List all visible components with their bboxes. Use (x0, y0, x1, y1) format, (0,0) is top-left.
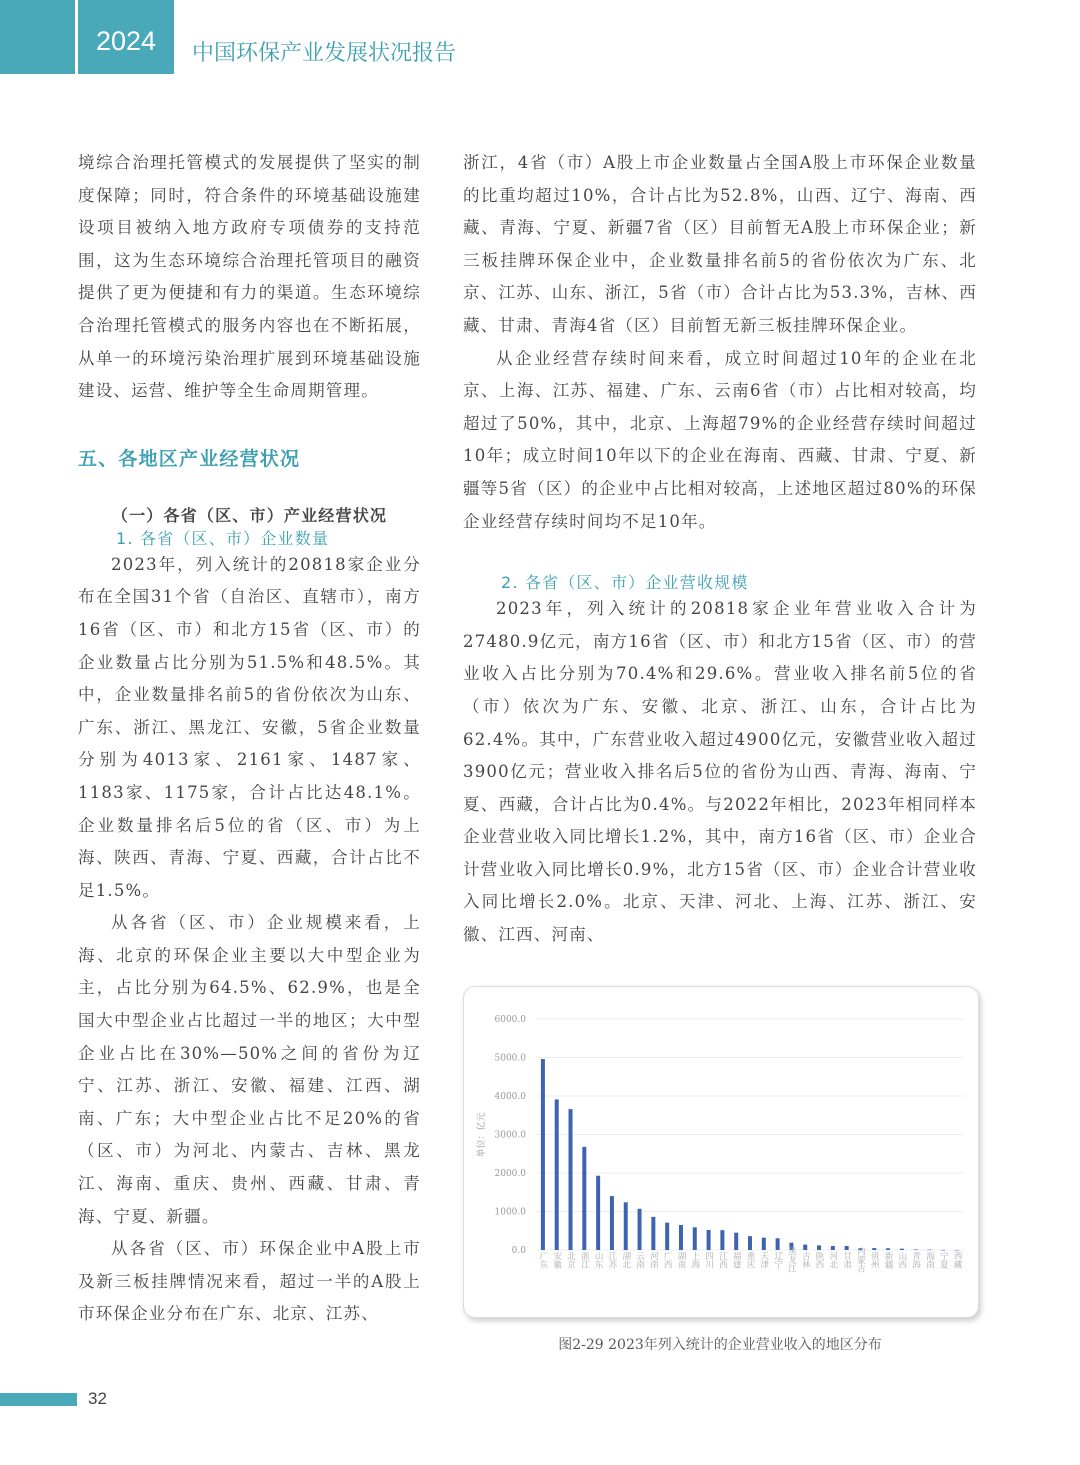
footer-bar (0, 1393, 77, 1406)
bar-河南 (651, 1217, 655, 1250)
x-tick-label: 西藏 (952, 1251, 963, 1269)
page-number: 32 (88, 1389, 107, 1408)
bar-安徽 (555, 1099, 559, 1250)
bar-河北 (831, 1246, 835, 1250)
bar-山西 (900, 1249, 904, 1250)
bar-浙江 (582, 1147, 586, 1250)
bar-北京 (569, 1109, 573, 1250)
bar-湖南 (679, 1225, 683, 1250)
x-tick-label: 浙江 (579, 1251, 590, 1269)
x-tick-label: 河北 (827, 1251, 838, 1269)
x-tick-label: 广西 (662, 1251, 673, 1269)
chart-container (463, 986, 979, 1318)
x-tick-label: 湖北 (620, 1251, 631, 1269)
x-tick-label: 辽宁 (772, 1251, 783, 1269)
x-tick-label: 湖南 (675, 1251, 686, 1269)
header-bar (0, 0, 75, 74)
y-tick-label: 4000.0 (494, 1092, 526, 1102)
paragraph: 2023年，列入统计的20818家企业分布在全国31个省（自治区、直辖市），南方16省（区、市）和北方15省（区、市）的企业数量占比分别为51.5%和48.5%。其中，企业数量排名前5的省份依次为山东、广东、浙江、黑龙江、安徽，5省企业数量分别为4013家、2161家、1487家、1183家、1175家，合计占比达48.1%。企业数量排名后5位的省（区、市）为上海、陕西、青海、宁夏、西藏，合计占比不足1.5%。 (78, 554, 421, 900)
paragraph: 从各省（区、市）企业规模来看，上海、北京的环保企业主要以大中型企业为主，占比分别为64.5%、62.9%，也是全国大中型企业占比超过一半的地区；大中型企业占比在30%—50%之间的省份为辽宁、江苏、浙江、安徽、福建、江西、湖南、广东；大中型企业占比不足20%的省（区、市）为河北、内蒙古、吉林、黑龙江、海南、重庆、贵州、西藏、甘肃、青海、宁夏、新疆。 (78, 913, 421, 1226)
bar-广东 (541, 1059, 545, 1250)
x-tick-label: 河南 (648, 1251, 659, 1269)
y-tick-label: 5000.0 (494, 1053, 526, 1064)
x-tick-label: 青海 (910, 1251, 921, 1269)
bar-宁夏 (941, 1250, 945, 1251)
paragraph: 2023年，列入统计的20818家企业年营业收入合计为27480.9亿元，南方16省（区、市）和北方15省（区、市）的营业收入占比分别为70.4%和29.6%。营业收入排名前5位的省（市）依次为广东、安徽、北京、浙江、山东，合计占比为62.4%。其中，广东营业收入超过4900亿元，安徽营业收入超过3900亿元；营业收入排名后5位的省份为山西、青海、海南、宁夏、西藏，合计占比为0.4%。与2022年相比，2023年相同样本企业营业收入同比增长1.2%，其中，南方16省（区、市）企业合计营业收入同比增长0.9%，北方15省（区、市）企业合计营业收入同比增长2.0%。北京、天津、河北、上海、江苏、浙江、安徽、江西、河南、 (463, 599, 977, 945)
bar-辽宁 (776, 1238, 780, 1250)
x-tick-label: 上海 (689, 1251, 700, 1269)
paragraph: 浙江，4省（市）A股上市企业数量占全国A股上市环保企业数量的比重均超过10%，合计占比为52.8%，山西、辽宁、海南、西藏、青海、宁夏、新疆7省（区）目前暂无A股上市环保企业；新三板挂牌环保企业中，企业数量排名前5的省份依次为广东、北京、江苏、山东、浙江，5省（市）合计占比为53.3%，吉林、西藏、甘肃、青海4省（区）目前暂无新三板挂牌环保企业。 (463, 153, 977, 335)
x-tick-label: 宁夏 (938, 1251, 949, 1269)
bar-chart (464, 987, 978, 1317)
y-tick-label: 0.0 (511, 1246, 526, 1256)
bar-新疆 (886, 1248, 890, 1250)
x-tick-label: 山东 (593, 1251, 604, 1269)
x-tick-label: 四川 (703, 1251, 714, 1269)
x-tick-label: 贵州 (869, 1251, 880, 1269)
paragraph: 从各省（区、市）环保企业中A股上市及新三板挂牌情况来看，超过一半的A股上市环保企业分布在广东、北京、江苏、 (78, 1239, 421, 1324)
bar-上海 (693, 1227, 697, 1250)
x-tick-label: 广东 (537, 1251, 548, 1269)
x-tick-label: 安徽 (551, 1251, 562, 1269)
bar-广西 (665, 1223, 669, 1250)
bar-天津 (762, 1238, 766, 1250)
bar-江苏 (610, 1196, 614, 1250)
x-tick-label: 吉林 (800, 1251, 811, 1269)
subsection-heading: （一）各省（区、市）产业经营状况 (111, 505, 388, 525)
paragraph: 从企业经营存续时间来看，成立时间超过10年的企业在北京、上海、江苏、福建、广东、云南6省（市）占比相对较高，均超过了50%，其中，北京、上海超79%的企业经营存续时间超过10年；成立时间10年以下的企业在海南、西藏、甘肃、宁夏、新疆等5省（区）的企业中占比相对较高，上述地区超过80%的环保企业经营存续时间均不足10年。 (463, 348, 977, 531)
bar-湖北 (624, 1202, 628, 1250)
x-tick-label: 黑龙江 (786, 1247, 797, 1273)
y-tick-label: 6000.0 (494, 1015, 526, 1025)
y-tick-label: 1000.0 (494, 1207, 526, 1218)
bar-西藏 (955, 1250, 959, 1251)
x-tick-label: 海南 (924, 1251, 935, 1269)
x-tick-label: 江苏 (606, 1251, 617, 1269)
x-tick-label: 山西 (896, 1251, 907, 1269)
report-title: 中国环保产业发展状况报告 (192, 41, 457, 66)
y-axis-label: 单位：亿元 (477, 1112, 487, 1158)
right-column (463, 147, 977, 952)
x-tick-label: 天津 (758, 1251, 769, 1269)
bar-福建 (734, 1233, 738, 1250)
figure-caption: 图2-29 2023年列入统计的企业营业收入的地区分布 (558, 1337, 882, 1353)
x-tick-label: 内蒙古 (855, 1247, 866, 1273)
bar-山东 (596, 1176, 600, 1250)
bar-四川 (707, 1230, 711, 1250)
x-tick-label: 重庆 (745, 1251, 755, 1269)
bar-陕西 (817, 1245, 821, 1250)
section-heading: 五、各地区产业经营状况 (78, 447, 301, 470)
bar-贵州 (872, 1248, 876, 1250)
subsubsection-heading: 2. 各省（区、市）企业营收规模 (501, 573, 749, 593)
bar-甘肃 (845, 1246, 849, 1250)
bar-云南 (638, 1209, 642, 1250)
subsubsection-heading: 1. 各省（区、市）企业数量 (116, 528, 330, 548)
bar-吉林 (803, 1245, 807, 1250)
x-tick-label: 北京 (565, 1251, 576, 1269)
x-tick-label: 江西 (717, 1251, 728, 1269)
left-column (78, 147, 421, 1331)
bar-海南 (927, 1250, 931, 1251)
x-tick-label: 甘肃 (841, 1251, 852, 1269)
x-tick-label: 新疆 (883, 1251, 894, 1269)
header-year: 2024 (78, 0, 174, 74)
y-tick-label: 2000.0 (494, 1169, 526, 1179)
bar-江西 (720, 1230, 724, 1250)
x-tick-label: 福建 (731, 1251, 742, 1269)
bar-重庆 (748, 1236, 752, 1250)
y-tick-label: 3000.0 (494, 1130, 526, 1141)
x-tick-label: 云南 (634, 1251, 645, 1269)
bar-青海 (914, 1249, 918, 1250)
x-tick-label: 陕西 (814, 1251, 825, 1269)
paragraph: 境综合治理托管模式的发展提供了坚实的制度保障；同时，符合条件的环境基础设施建设项目被纳入地方政府专项债券的支持范围，这为生态环境综合治理托管项目的融资提供了更为便捷和有力的渠道。生态环境综合治理托管模式的服务内容也在不断拓展，从单一的环境污染治理扩展到环境基础设施建设、运营、维护等全生命周期管理。 (78, 153, 421, 401)
